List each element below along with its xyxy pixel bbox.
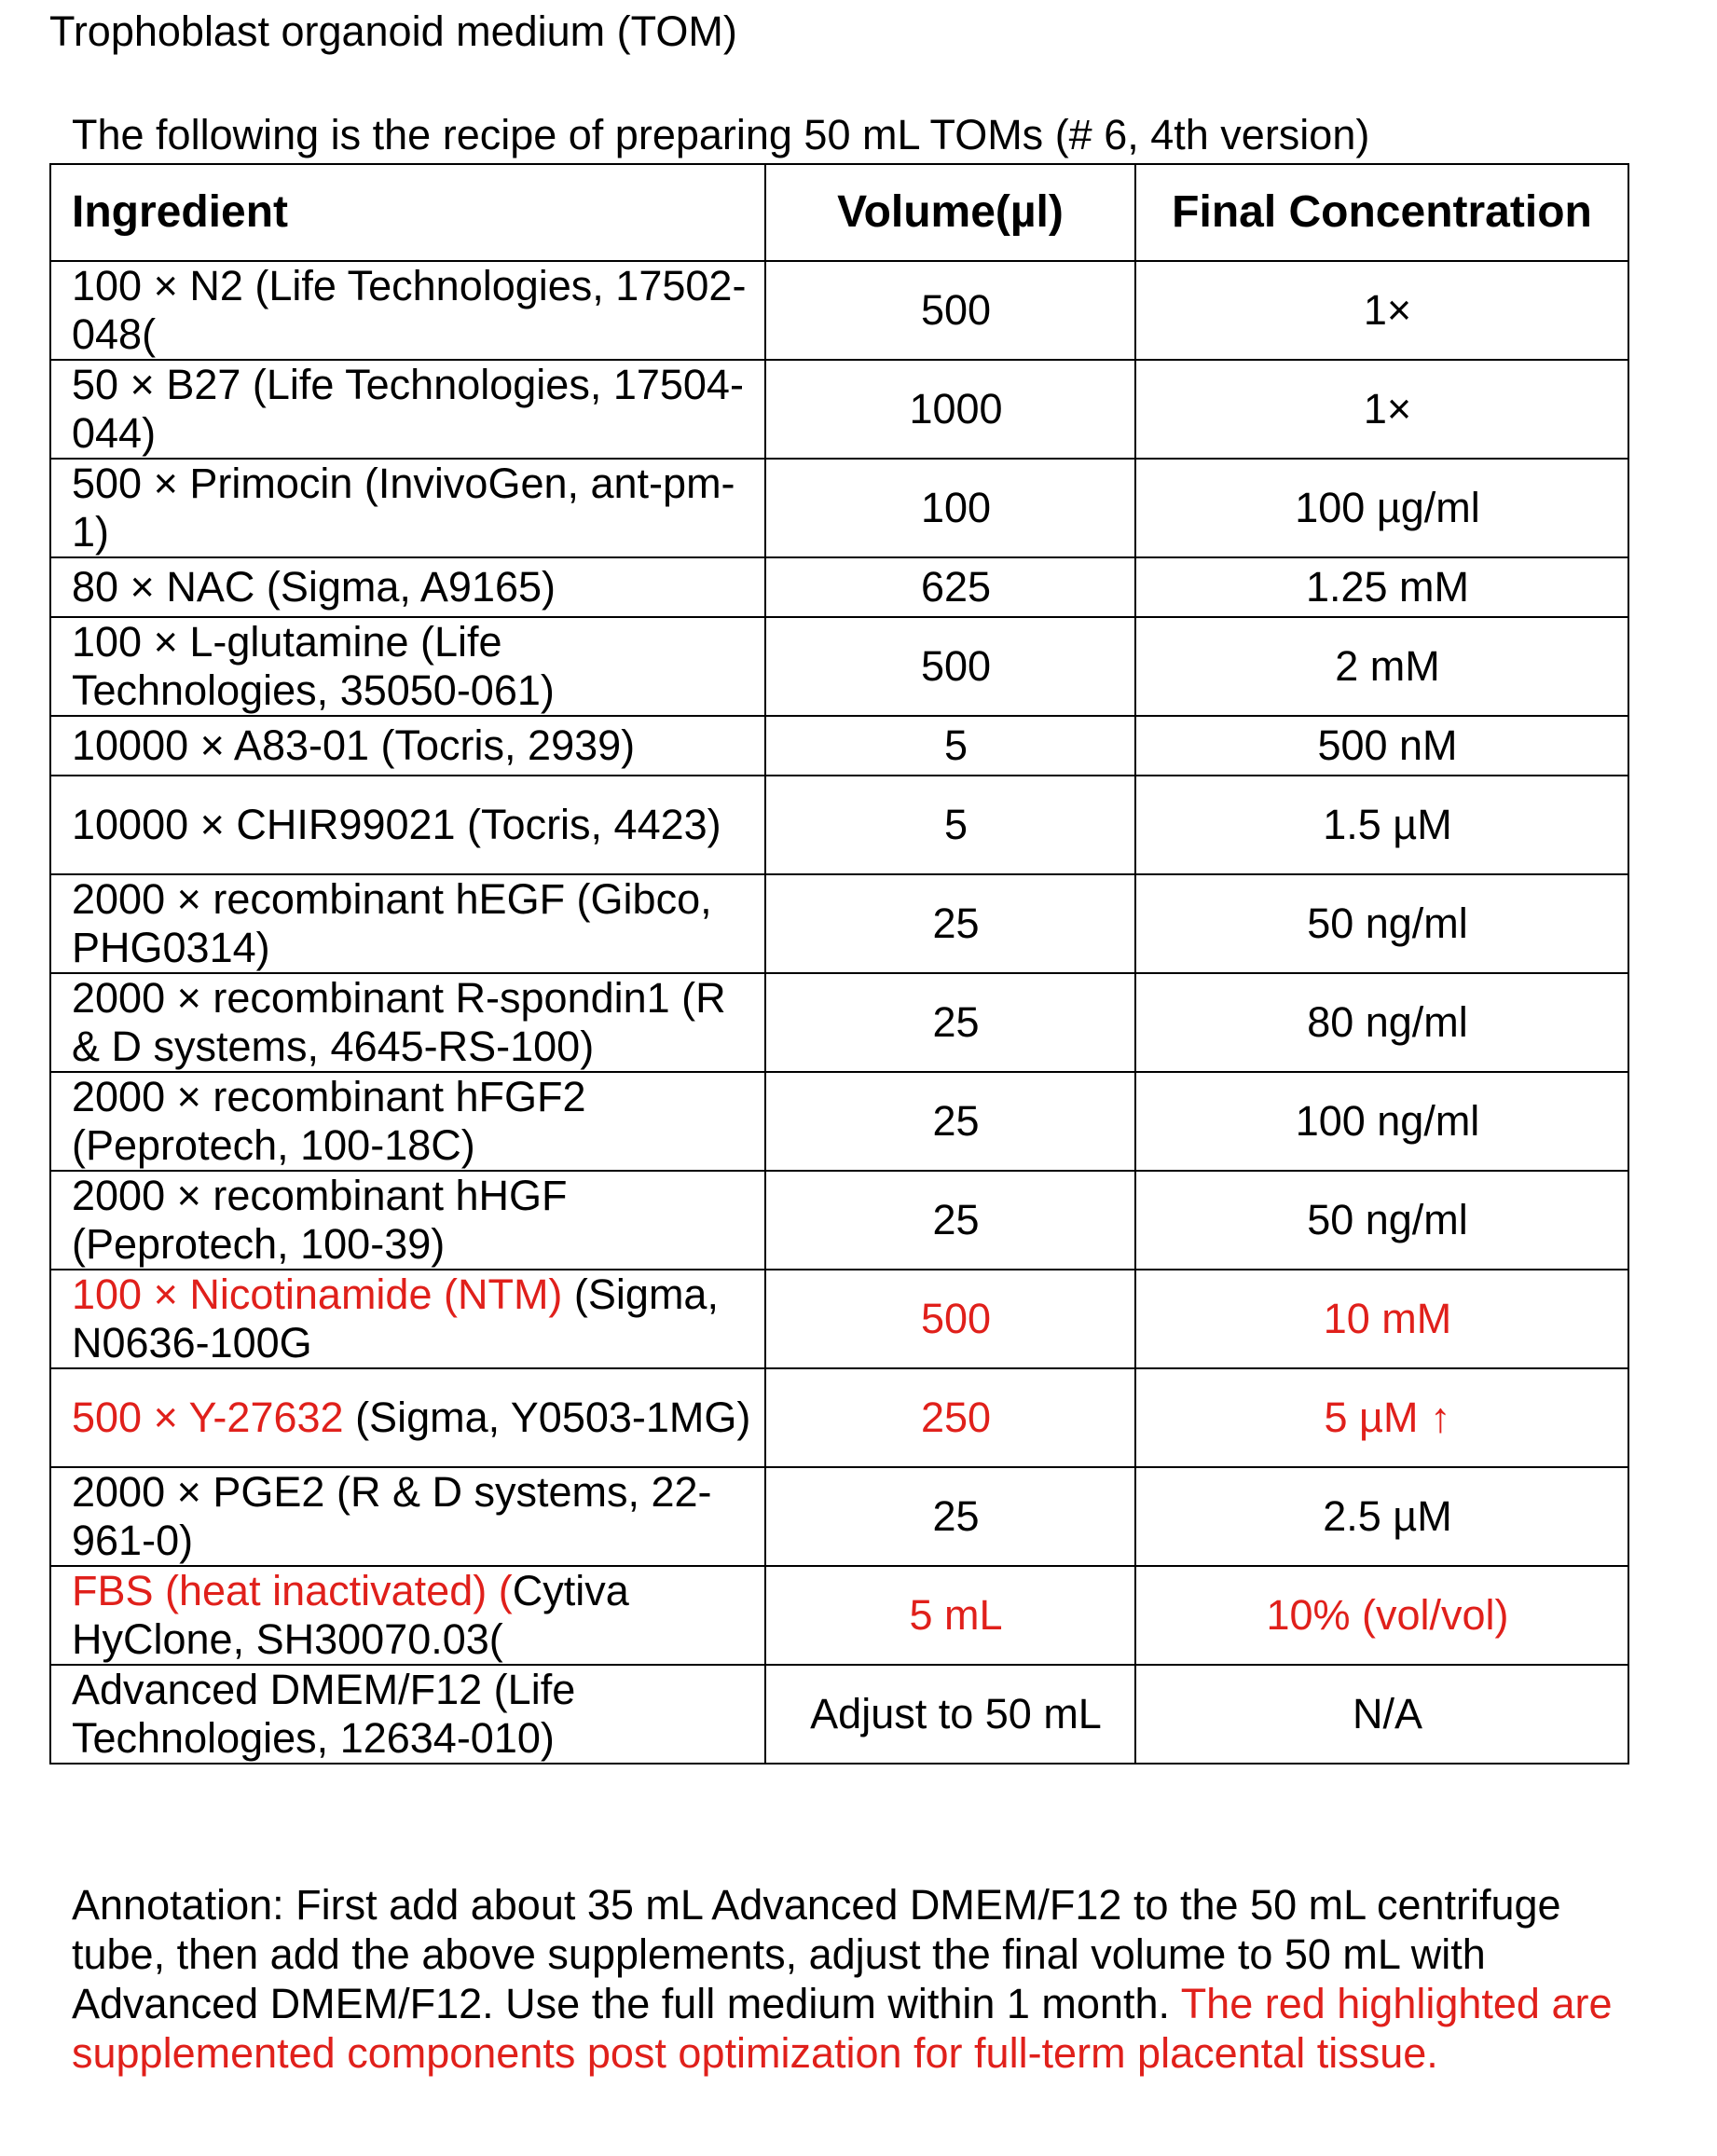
ingredient-text: Cytiva HyClone, SH30070.03( [72, 1567, 629, 1663]
table-row [50, 261, 1628, 360]
table-row [50, 1665, 1628, 1764]
ingredient-cell [50, 1467, 765, 1566]
ingredient-text: 2000 × PGE2 (R & D systems, 22-961-0) [72, 1468, 712, 1564]
concentration-cell: 10% (vol/vol) [1135, 1566, 1628, 1665]
ingredient-text: 50 × B27 (Life Technologies, 17504-044) [72, 361, 744, 457]
concentration-cell: 1.5 µM [1135, 776, 1628, 874]
concentration-cell: 5 µM ↑ [1135, 1368, 1628, 1467]
volume-cell: 5 [765, 776, 1135, 874]
ingredient-text: (Sigma, N0636-100G [72, 1270, 719, 1366]
ingredient-cell [50, 1171, 765, 1270]
table-row [50, 1566, 1628, 1665]
table-row [50, 557, 1628, 617]
volume-cell: 25 [765, 1171, 1135, 1270]
annotation-note [72, 1880, 1638, 2078]
concentration-cell: 10 mM [1135, 1270, 1628, 1368]
ingredient-text: (Sigma, Y0503-1MG) [343, 1394, 751, 1441]
table-row [50, 1368, 1628, 1467]
concentration-cell: 500 nM [1135, 716, 1628, 776]
table-row [50, 874, 1628, 973]
table-row [50, 1467, 1628, 1566]
table-row [50, 776, 1628, 874]
table-row [50, 973, 1628, 1072]
volume-cell: 5 [765, 716, 1135, 776]
volume-cell: 500 [765, 617, 1135, 716]
ingredient-highlight: 500 × Y-27632 [72, 1394, 344, 1441]
ingredient-text: 10000 × CHIR99021 (Tocris, 4423) [72, 801, 721, 848]
concentration-cell: 1.25 mM [1135, 557, 1628, 617]
concentration-cell: 2 mM [1135, 617, 1628, 716]
ingredient-text: 10000 × A83-01 (Tocris, 2939) [72, 721, 636, 769]
concentration-cell: 100 µg/ml [1135, 459, 1628, 557]
ingredient-cell [50, 1072, 765, 1171]
header-ingredient: Ingredient [50, 164, 765, 261]
ingredient-text: 2000 × recombinant hEGF (Gibco, PHG0314) [72, 875, 712, 971]
ingredient-highlight: FBS (heat inactivated) ( [72, 1567, 513, 1614]
table-row [50, 1171, 1628, 1270]
ingredient-highlight: 100 × Nicotinamide (NTM) [72, 1270, 563, 1318]
recipe-table [49, 163, 1629, 1765]
ingredient-cell [50, 776, 765, 874]
volume-cell: Adjust to 50 mL [765, 1665, 1135, 1764]
document-title: Trophoblast organoid medium (TOM) [49, 7, 737, 55]
concentration-cell: 1× [1135, 360, 1628, 459]
concentration-cell: 1× [1135, 261, 1628, 360]
volume-cell: 500 [765, 1270, 1135, 1368]
header-volume: Volume(µl) [765, 164, 1135, 261]
ingredient-cell [50, 1566, 765, 1665]
ingredient-cell [50, 973, 765, 1072]
concentration-cell: 80 ng/ml [1135, 973, 1628, 1072]
concentration-cell: 50 ng/ml [1135, 1171, 1628, 1270]
table-row [50, 617, 1628, 716]
ingredient-cell [50, 1270, 765, 1368]
ingredient-text: 2000 × recombinant R-spondin1 (R & D systems, 4645-RS-100) [72, 974, 726, 1070]
ingredient-text: 100 × L-glutamine (Life Technologies, 35050-061) [72, 618, 555, 714]
ingredient-text: 2000 × recombinant hHGF (Peprotech, 100-39) [72, 1172, 568, 1268]
concentration-cell: 2.5 µM [1135, 1467, 1628, 1566]
volume-cell: 25 [765, 1467, 1135, 1566]
ingredient-cell [50, 459, 765, 557]
annotation-red-text: The red highlighted are supplemented components post optimization for full-term placental tissue. [72, 1980, 1613, 2077]
table-header-row [50, 164, 1628, 261]
ingredient-cell [50, 360, 765, 459]
ingredient-cell [50, 557, 765, 617]
volume-cell: 25 [765, 1072, 1135, 1171]
volume-cell: 5 mL [765, 1566, 1135, 1665]
ingredient-cell [50, 261, 765, 360]
ingredient-cell [50, 716, 765, 776]
ingredient-text: 80 × NAC (Sigma, A9165) [72, 563, 556, 611]
ingredient-text: Advanced DMEM/F12 (Life Technologies, 12634-010) [72, 1666, 576, 1762]
volume-cell: 1000 [765, 360, 1135, 459]
ingredient-text: 500 × Primocin (InvivoGen, ant-pm-1) [72, 460, 735, 556]
table-row [50, 1270, 1628, 1368]
annotation-text: Annotation: First add about 35 mL Advanced DMEM/F12 to the 50 mL centrifuge tube, then add the above supplements, adjust the final volume to 50 mL with Advanced DMEM/F12. Use the full medium within 1 month. [72, 1881, 1561, 2027]
ingredient-cell [50, 874, 765, 973]
concentration-cell: 100 ng/ml [1135, 1072, 1628, 1171]
table-row [50, 360, 1628, 459]
ingredient-text: 2000 × recombinant hFGF2 (Peprotech, 100-18C) [72, 1073, 586, 1169]
ingredient-text: 100 × N2 (Life Technologies, 17502-048( [72, 262, 747, 358]
header-final-concentration: Final Concentration [1135, 164, 1628, 261]
ingredient-cell [50, 617, 765, 716]
table-row [50, 459, 1628, 557]
table-row [50, 716, 1628, 776]
volume-cell: 100 [765, 459, 1135, 557]
ingredient-cell [50, 1665, 765, 1764]
volume-cell: 250 [765, 1368, 1135, 1467]
table-row [50, 1072, 1628, 1171]
concentration-cell: 50 ng/ml [1135, 874, 1628, 973]
volume-cell: 25 [765, 874, 1135, 973]
volume-cell: 625 [765, 557, 1135, 617]
volume-cell: 25 [765, 973, 1135, 1072]
recipe-table-body [50, 261, 1628, 1764]
ingredient-cell [50, 1368, 765, 1467]
concentration-cell: N/A [1135, 1665, 1628, 1764]
intro-text: The following is the recipe of preparing 50 mL TOMs (# 6, 4th version) [72, 111, 1370, 158]
volume-cell: 500 [765, 261, 1135, 360]
